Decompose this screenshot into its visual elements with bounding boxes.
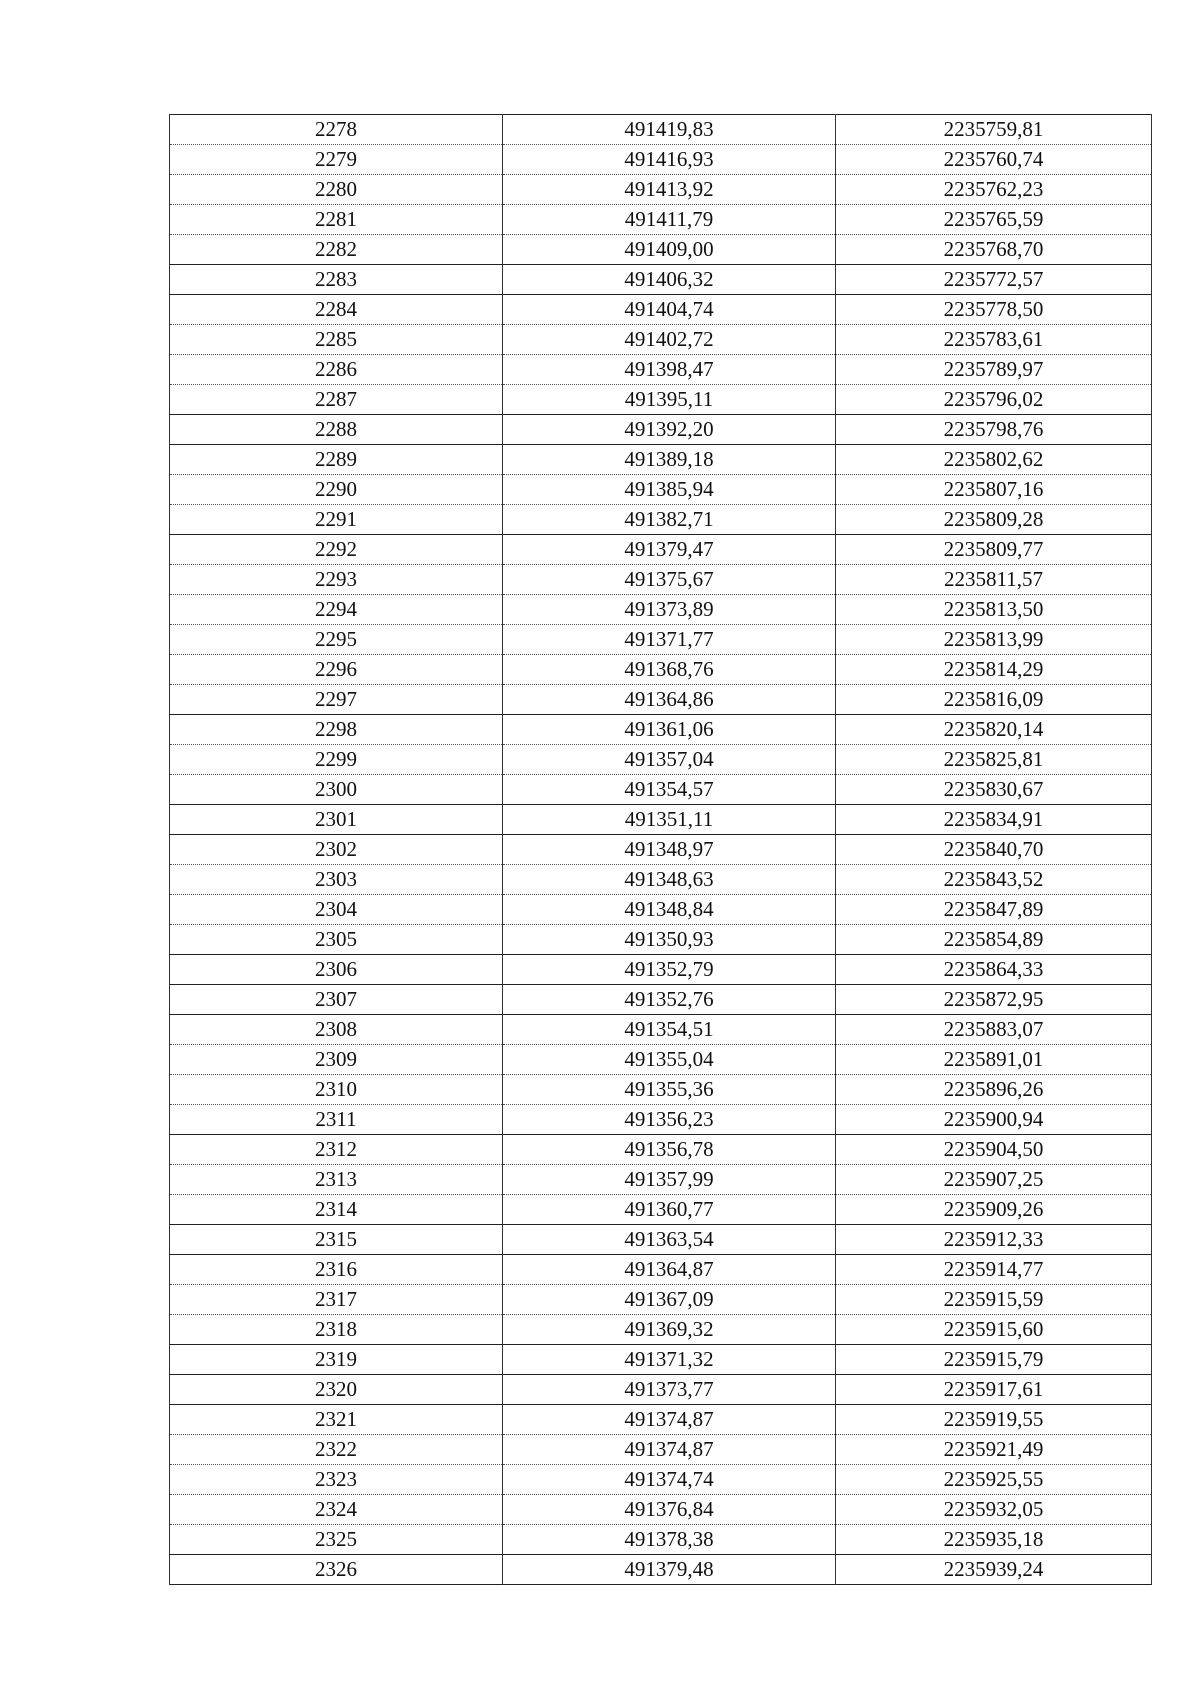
point-number-cell: 2308	[170, 1015, 503, 1045]
point-number-cell: 2295	[170, 625, 503, 655]
x-coordinate-cell: 491357,04	[503, 745, 836, 775]
x-coordinate-cell: 491351,11	[503, 805, 836, 835]
x-coordinate-cell: 491355,36	[503, 1075, 836, 1105]
table-row	[170, 1345, 1152, 1375]
table-row	[170, 895, 1152, 925]
x-coordinate-cell: 491354,57	[503, 775, 836, 805]
x-coordinate-cell: 491364,87	[503, 1255, 836, 1285]
y-coordinate-cell: 2235925,55	[836, 1465, 1152, 1495]
table-row	[170, 1555, 1152, 1585]
y-coordinate-cell: 2235915,60	[836, 1315, 1152, 1345]
coordinates-table	[169, 114, 1152, 1585]
x-coordinate-cell: 491374,87	[503, 1435, 836, 1465]
table-row	[170, 1105, 1152, 1135]
y-coordinate-cell: 2235854,89	[836, 925, 1152, 955]
y-coordinate-cell: 2235891,01	[836, 1045, 1152, 1075]
x-coordinate-cell: 491395,11	[503, 385, 836, 415]
x-coordinate-cell: 491352,79	[503, 955, 836, 985]
point-number-cell: 2303	[170, 865, 503, 895]
y-coordinate-cell: 2235843,52	[836, 865, 1152, 895]
point-number-cell: 2320	[170, 1375, 503, 1405]
point-number-cell: 2278	[170, 115, 503, 145]
y-coordinate-cell: 2235900,94	[836, 1105, 1152, 1135]
point-number-cell: 2310	[170, 1075, 503, 1105]
y-coordinate-cell: 2235932,05	[836, 1495, 1152, 1525]
table-row	[170, 535, 1152, 565]
point-number-cell: 2293	[170, 565, 503, 595]
x-coordinate-cell: 491356,78	[503, 1135, 836, 1165]
table-row	[170, 595, 1152, 625]
y-coordinate-cell: 2235872,95	[836, 985, 1152, 1015]
point-number-cell: 2319	[170, 1345, 503, 1375]
table-row	[170, 475, 1152, 505]
y-coordinate-cell: 2235909,26	[836, 1195, 1152, 1225]
table-row	[170, 325, 1152, 355]
point-number-cell: 2312	[170, 1135, 503, 1165]
x-coordinate-cell: 491368,76	[503, 655, 836, 685]
x-coordinate-cell: 491419,83	[503, 115, 836, 145]
point-number-cell: 2294	[170, 595, 503, 625]
table-row	[170, 1165, 1152, 1195]
y-coordinate-cell: 2235814,29	[836, 655, 1152, 685]
point-number-cell: 2292	[170, 535, 503, 565]
table-row	[170, 1075, 1152, 1105]
x-coordinate-cell: 491378,38	[503, 1525, 836, 1555]
point-number-cell: 2299	[170, 745, 503, 775]
y-coordinate-cell: 2235830,67	[836, 775, 1152, 805]
table-row	[170, 775, 1152, 805]
table-row	[170, 1285, 1152, 1315]
x-coordinate-cell: 491404,74	[503, 295, 836, 325]
x-coordinate-cell: 491363,54	[503, 1225, 836, 1255]
y-coordinate-cell: 2235759,81	[836, 115, 1152, 145]
x-coordinate-cell: 491348,63	[503, 865, 836, 895]
point-number-cell: 2279	[170, 145, 503, 175]
point-number-cell: 2280	[170, 175, 503, 205]
table-row	[170, 1045, 1152, 1075]
point-number-cell: 2306	[170, 955, 503, 985]
x-coordinate-cell: 491385,94	[503, 475, 836, 505]
table-row	[170, 925, 1152, 955]
table-row	[170, 205, 1152, 235]
x-coordinate-cell: 491354,51	[503, 1015, 836, 1045]
table-row	[170, 865, 1152, 895]
x-coordinate-cell: 491382,71	[503, 505, 836, 535]
x-coordinate-cell: 491413,92	[503, 175, 836, 205]
table-row	[170, 835, 1152, 865]
x-coordinate-cell: 491356,23	[503, 1105, 836, 1135]
y-coordinate-cell: 2235809,77	[836, 535, 1152, 565]
y-coordinate-cell: 2235802,62	[836, 445, 1152, 475]
point-number-cell: 2313	[170, 1165, 503, 1195]
x-coordinate-cell: 491352,76	[503, 985, 836, 1015]
x-coordinate-cell: 491375,67	[503, 565, 836, 595]
point-number-cell: 2281	[170, 205, 503, 235]
y-coordinate-cell: 2235825,81	[836, 745, 1152, 775]
point-number-cell: 2311	[170, 1105, 503, 1135]
x-coordinate-cell: 491376,84	[503, 1495, 836, 1525]
point-number-cell: 2307	[170, 985, 503, 1015]
point-number-cell: 2321	[170, 1405, 503, 1435]
point-number-cell: 2283	[170, 265, 503, 295]
table-row	[170, 1375, 1152, 1405]
table-row	[170, 505, 1152, 535]
x-coordinate-cell: 491350,93	[503, 925, 836, 955]
table-row	[170, 715, 1152, 745]
table-row	[170, 415, 1152, 445]
x-coordinate-cell: 491411,79	[503, 205, 836, 235]
y-coordinate-cell: 2235813,50	[836, 595, 1152, 625]
table-row	[170, 115, 1152, 145]
x-coordinate-cell: 491360,77	[503, 1195, 836, 1225]
x-coordinate-cell: 491409,00	[503, 235, 836, 265]
point-number-cell: 2326	[170, 1555, 503, 1585]
table-row	[170, 295, 1152, 325]
y-coordinate-cell: 2235813,99	[836, 625, 1152, 655]
table-row	[170, 1525, 1152, 1555]
x-coordinate-cell: 491379,48	[503, 1555, 836, 1585]
y-coordinate-cell: 2235921,49	[836, 1435, 1152, 1465]
point-number-cell: 2317	[170, 1285, 503, 1315]
y-coordinate-cell: 2235778,50	[836, 295, 1152, 325]
table-row	[170, 805, 1152, 835]
y-coordinate-cell: 2235796,02	[836, 385, 1152, 415]
y-coordinate-cell: 2235768,70	[836, 235, 1152, 265]
y-coordinate-cell: 2235904,50	[836, 1135, 1152, 1165]
table-row	[170, 1255, 1152, 1285]
y-coordinate-cell: 2235935,18	[836, 1525, 1152, 1555]
table-row	[170, 145, 1152, 175]
x-coordinate-cell: 491374,87	[503, 1405, 836, 1435]
y-coordinate-cell: 2235847,89	[836, 895, 1152, 925]
table-row	[170, 175, 1152, 205]
point-number-cell: 2288	[170, 415, 503, 445]
point-number-cell: 2323	[170, 1465, 503, 1495]
y-coordinate-cell: 2235811,57	[836, 565, 1152, 595]
point-number-cell: 2298	[170, 715, 503, 745]
point-number-cell: 2284	[170, 295, 503, 325]
point-number-cell: 2296	[170, 655, 503, 685]
table-row	[170, 1465, 1152, 1495]
y-coordinate-cell: 2235915,59	[836, 1285, 1152, 1315]
y-coordinate-cell: 2235864,33	[836, 955, 1152, 985]
point-number-cell: 2289	[170, 445, 503, 475]
x-coordinate-cell: 491364,86	[503, 685, 836, 715]
y-coordinate-cell: 2235762,23	[836, 175, 1152, 205]
table-row	[170, 685, 1152, 715]
y-coordinate-cell: 2235883,07	[836, 1015, 1152, 1045]
y-coordinate-cell: 2235760,74	[836, 145, 1152, 175]
point-number-cell: 2287	[170, 385, 503, 415]
y-coordinate-cell: 2235809,28	[836, 505, 1152, 535]
x-coordinate-cell: 491402,72	[503, 325, 836, 355]
point-number-cell: 2314	[170, 1195, 503, 1225]
point-number-cell: 2316	[170, 1255, 503, 1285]
y-coordinate-cell: 2235820,14	[836, 715, 1152, 745]
point-number-cell: 2324	[170, 1495, 503, 1525]
x-coordinate-cell: 491361,06	[503, 715, 836, 745]
table-row	[170, 1015, 1152, 1045]
y-coordinate-cell: 2235783,61	[836, 325, 1152, 355]
point-number-cell: 2315	[170, 1225, 503, 1255]
x-coordinate-cell: 491406,32	[503, 265, 836, 295]
y-coordinate-cell: 2235765,59	[836, 205, 1152, 235]
y-coordinate-cell: 2235912,33	[836, 1225, 1152, 1255]
table-row	[170, 1225, 1152, 1255]
point-number-cell: 2282	[170, 235, 503, 265]
point-number-cell: 2304	[170, 895, 503, 925]
point-number-cell: 2301	[170, 805, 503, 835]
x-coordinate-cell: 491392,20	[503, 415, 836, 445]
point-number-cell: 2302	[170, 835, 503, 865]
y-coordinate-cell: 2235772,57	[836, 265, 1152, 295]
table-row	[170, 985, 1152, 1015]
table-row	[170, 745, 1152, 775]
point-number-cell: 2325	[170, 1525, 503, 1555]
y-coordinate-cell: 2235939,24	[836, 1555, 1152, 1585]
table-row	[170, 445, 1152, 475]
x-coordinate-cell: 491398,47	[503, 355, 836, 385]
table-row	[170, 955, 1152, 985]
table-row	[170, 655, 1152, 685]
point-number-cell: 2286	[170, 355, 503, 385]
table-row	[170, 265, 1152, 295]
x-coordinate-cell: 491357,99	[503, 1165, 836, 1195]
x-coordinate-cell: 491374,74	[503, 1465, 836, 1495]
table-row	[170, 1405, 1152, 1435]
point-number-cell: 2291	[170, 505, 503, 535]
x-coordinate-cell: 491367,09	[503, 1285, 836, 1315]
y-coordinate-cell: 2235917,61	[836, 1375, 1152, 1405]
x-coordinate-cell: 491416,93	[503, 145, 836, 175]
x-coordinate-cell: 491348,97	[503, 835, 836, 865]
y-coordinate-cell: 2235907,25	[836, 1165, 1152, 1195]
y-coordinate-cell: 2235816,09	[836, 685, 1152, 715]
table-row	[170, 385, 1152, 415]
point-number-cell: 2285	[170, 325, 503, 355]
y-coordinate-cell: 2235789,97	[836, 355, 1152, 385]
point-number-cell: 2309	[170, 1045, 503, 1075]
y-coordinate-cell: 2235919,55	[836, 1405, 1152, 1435]
table-row	[170, 355, 1152, 385]
point-number-cell: 2297	[170, 685, 503, 715]
x-coordinate-cell: 491379,47	[503, 535, 836, 565]
point-number-cell: 2322	[170, 1435, 503, 1465]
table-row	[170, 1315, 1152, 1345]
table-row	[170, 565, 1152, 595]
y-coordinate-cell: 2235914,77	[836, 1255, 1152, 1285]
x-coordinate-cell: 491355,04	[503, 1045, 836, 1075]
y-coordinate-cell: 2235834,91	[836, 805, 1152, 835]
x-coordinate-cell: 491348,84	[503, 895, 836, 925]
table-row	[170, 1135, 1152, 1165]
y-coordinate-cell: 2235840,70	[836, 835, 1152, 865]
y-coordinate-cell: 2235807,16	[836, 475, 1152, 505]
y-coordinate-cell: 2235915,79	[836, 1345, 1152, 1375]
x-coordinate-cell: 491389,18	[503, 445, 836, 475]
table-row	[170, 1435, 1152, 1465]
point-number-cell: 2305	[170, 925, 503, 955]
y-coordinate-cell: 2235798,76	[836, 415, 1152, 445]
table-row	[170, 1195, 1152, 1225]
table-row	[170, 1495, 1152, 1525]
table-row	[170, 235, 1152, 265]
point-number-cell: 2318	[170, 1315, 503, 1345]
x-coordinate-cell: 491373,77	[503, 1375, 836, 1405]
point-number-cell: 2290	[170, 475, 503, 505]
point-number-cell: 2300	[170, 775, 503, 805]
coordinates-table-body	[170, 115, 1152, 1585]
y-coordinate-cell: 2235896,26	[836, 1075, 1152, 1105]
x-coordinate-cell: 491371,32	[503, 1345, 836, 1375]
table-row	[170, 625, 1152, 655]
x-coordinate-cell: 491371,77	[503, 625, 836, 655]
x-coordinate-cell: 491373,89	[503, 595, 836, 625]
x-coordinate-cell: 491369,32	[503, 1315, 836, 1345]
